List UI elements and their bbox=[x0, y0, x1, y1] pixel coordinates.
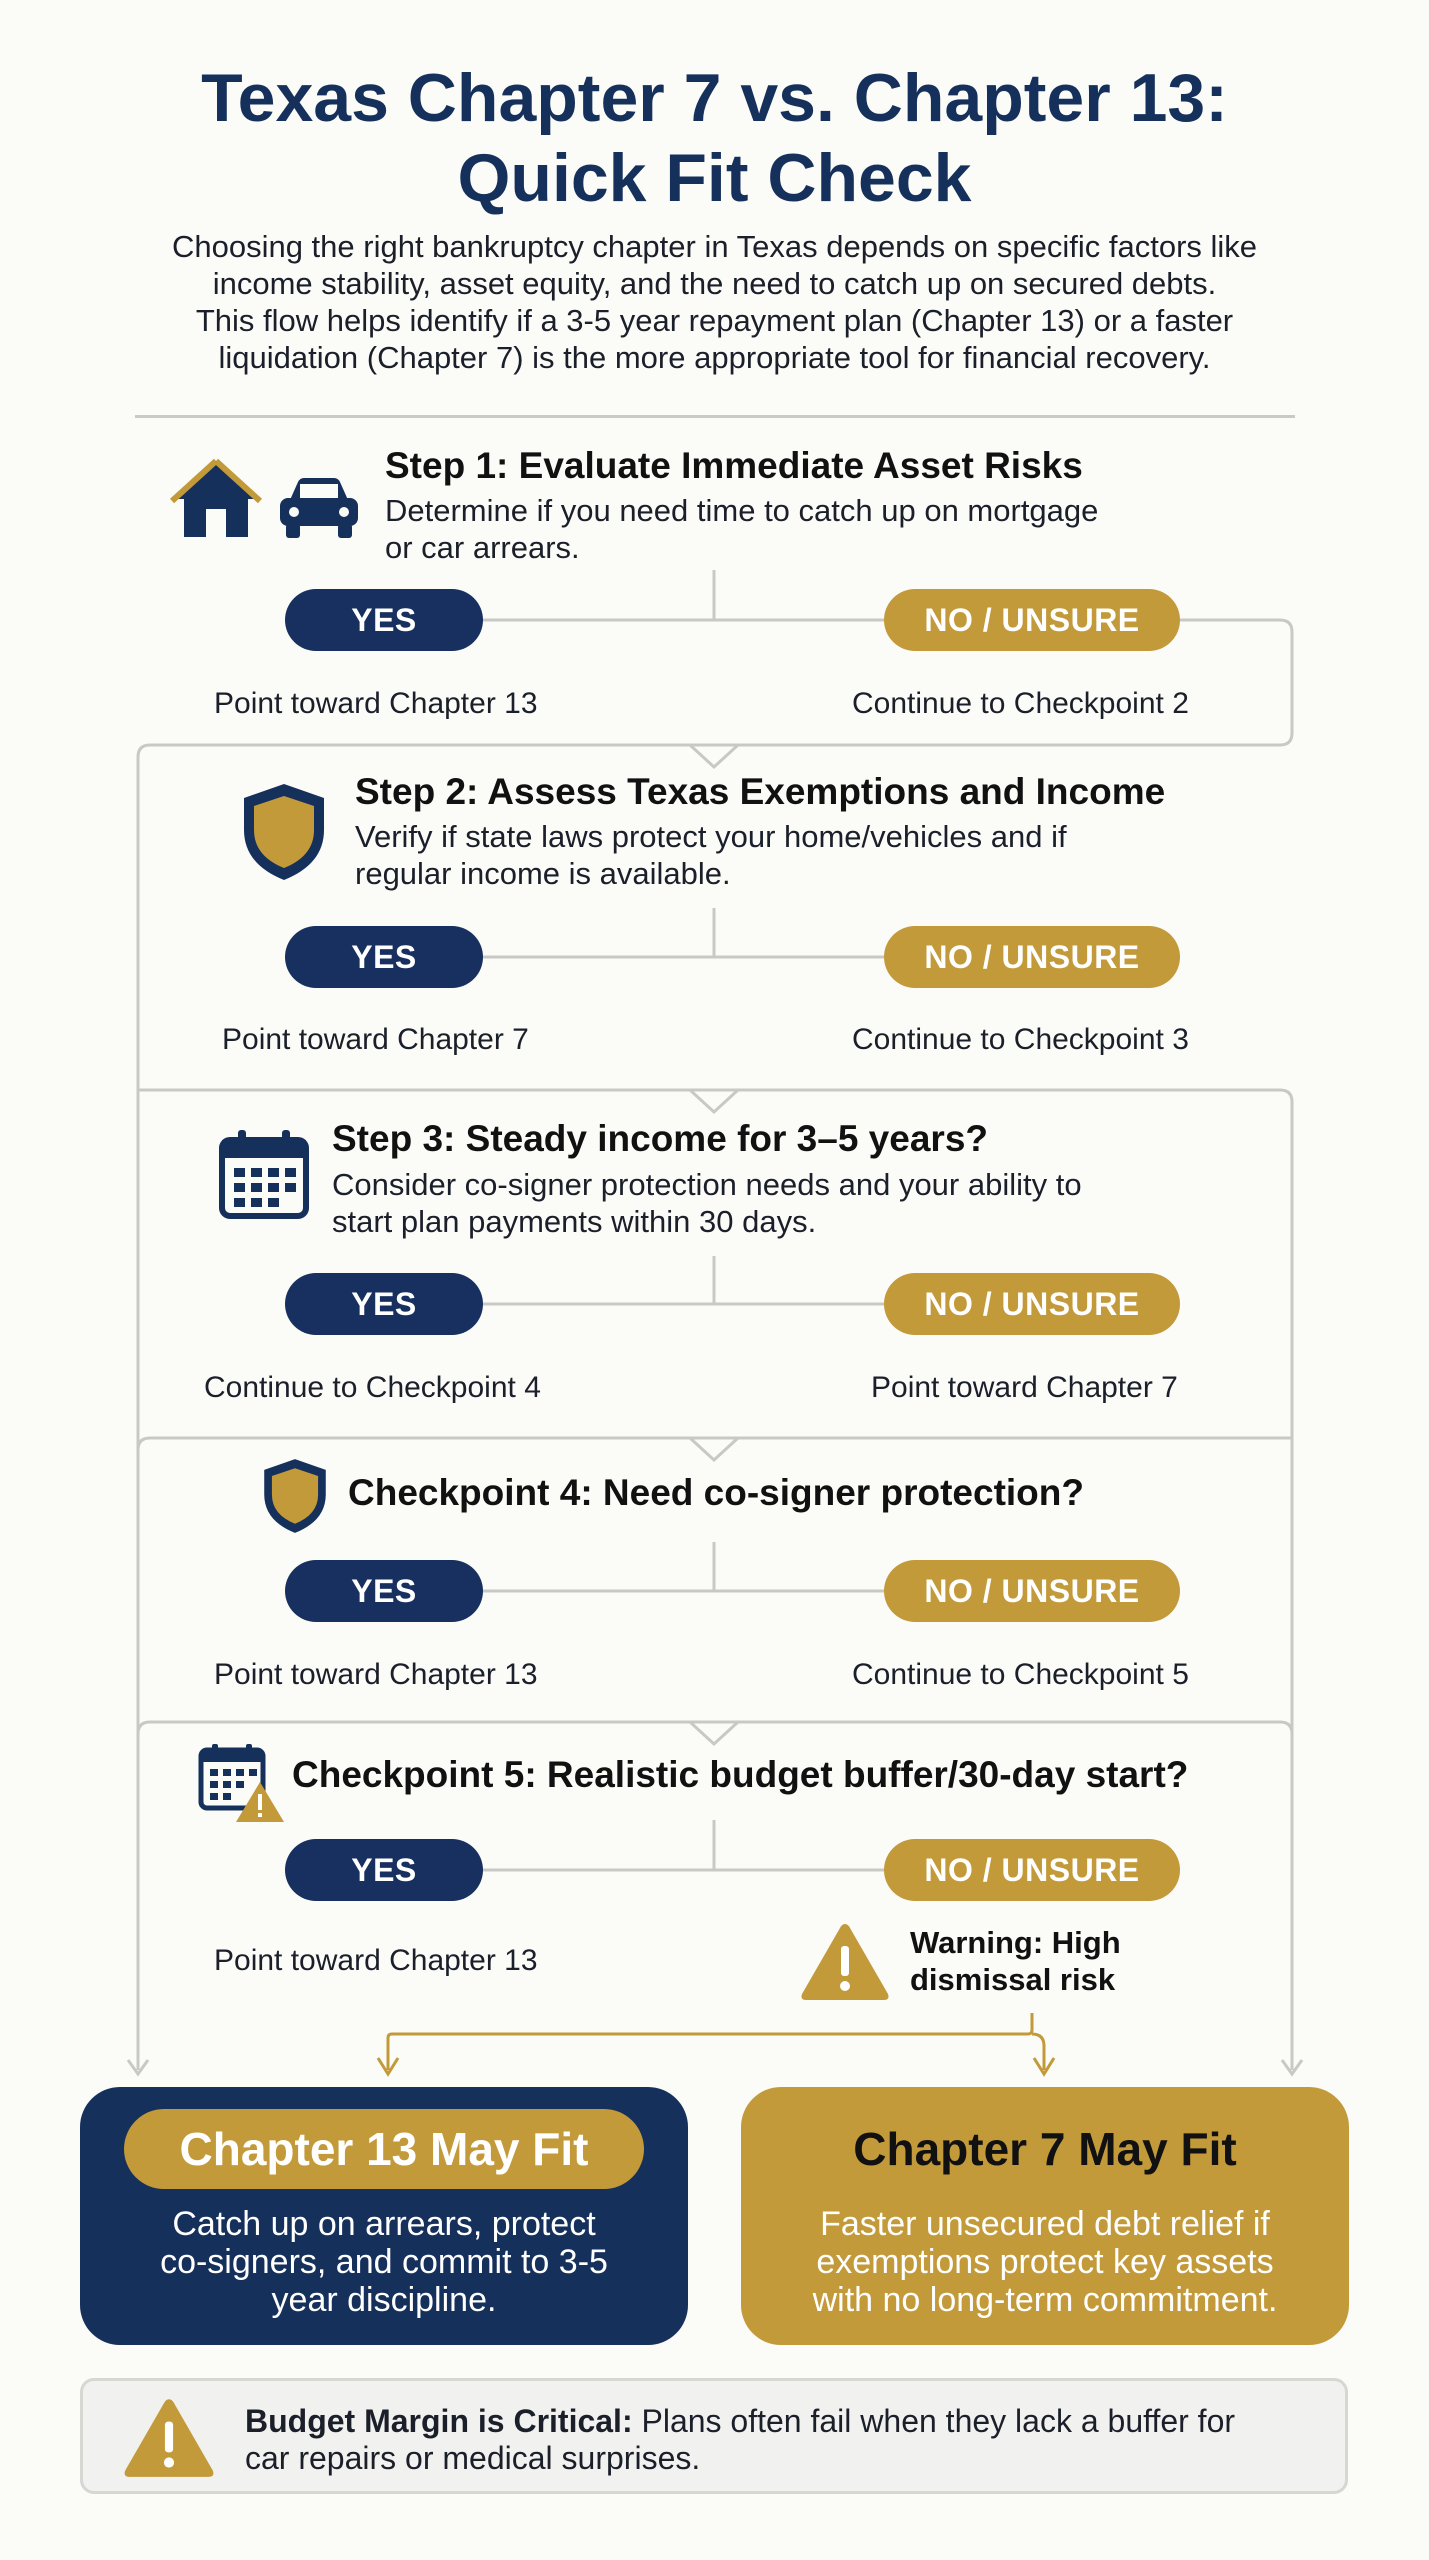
step-2-no-outcome: Continue to Checkpoint 3 bbox=[852, 1023, 1189, 1056]
chapter-13-description: Catch up on arrears, protect co-signers, and commit to 3-5 year discipline. bbox=[160, 2205, 608, 2319]
shield-icon bbox=[260, 1456, 330, 1541]
house-icon bbox=[168, 455, 264, 546]
checkpoint-5-yes-button[interactable]: YES bbox=[285, 1839, 483, 1901]
step-1-description: Determine if you need time to catch up on mortgage or car arrears. bbox=[385, 493, 1099, 565]
step-1-no-outcome: Continue to Checkpoint 2 bbox=[852, 687, 1189, 720]
title-line-2: Quick Fit Check bbox=[457, 140, 972, 216]
step-3-title: Step 3: Steady income for 3–5 years? bbox=[332, 1118, 988, 1159]
chapter-7-result-card bbox=[741, 2087, 1349, 2345]
note-heading: Budget Margin is Critical: bbox=[245, 2403, 633, 2439]
checkpoint-5-title: Checkpoint 5: Realistic budget buffer/30-day start? bbox=[292, 1754, 1189, 1795]
checkpoint-4-title: Checkpoint 4: Need co-signer protection? bbox=[348, 1472, 1084, 1513]
step-2-no-unsure-button[interactable]: NO / UNSURE bbox=[884, 926, 1180, 988]
warning-icon bbox=[798, 1920, 892, 2007]
chapter-13-title: Chapter 13 May Fit bbox=[124, 2109, 644, 2189]
step-2-description: Verify if state laws protect your home/vehicles and if regular income is available. bbox=[355, 819, 1067, 891]
note-line-2: car repairs or medical surprises. bbox=[245, 2440, 701, 2476]
step-1-title: Step 1: Evaluate Immediate Asset Risks bbox=[385, 445, 1083, 486]
checkpoint-5-yes-outcome: Point toward Chapter 13 bbox=[214, 1944, 538, 1977]
note-text bbox=[245, 2403, 1325, 2477]
chapter-7-title: Chapter 7 May Fit bbox=[853, 2123, 1237, 2175]
step-3-no-unsure-button[interactable]: NO / UNSURE bbox=[884, 1273, 1180, 1335]
step-3-description: Consider co-signer protection needs and your ability to start plan payments within 30 days. bbox=[332, 1167, 1082, 1239]
checkpoint-4-yes-outcome: Point toward Chapter 13 bbox=[214, 1658, 538, 1691]
calendar-warning-icon bbox=[198, 1742, 286, 1829]
checkpoint-4-no-outcome: Continue to Checkpoint 5 bbox=[852, 1658, 1189, 1691]
step-2-yes-outcome: Point toward Chapter 7 bbox=[222, 1023, 529, 1056]
step-2-title: Step 2: Assess Texas Exemptions and Income bbox=[355, 771, 1166, 812]
intro-line: This flow helps identify if a 3-5 year repayment plan (Chapter 13) or a faster bbox=[195, 303, 1234, 338]
warning-icon bbox=[121, 2395, 217, 2484]
step-3-yes-button[interactable]: YES bbox=[285, 1273, 483, 1335]
checkpoint-5-no-unsure-button[interactable]: NO / UNSURE bbox=[884, 1839, 1180, 1901]
car-icon bbox=[276, 474, 362, 545]
dismissal-risk-warning: Warning: High dismissal risk bbox=[910, 1925, 1121, 1997]
intro-line: income stability, asset equity, and the need to catch up on secured debts. bbox=[212, 266, 1217, 301]
checkpoint-4-no-unsure-button[interactable]: NO / UNSURE bbox=[884, 1560, 1180, 1622]
budget-margin-note bbox=[80, 2378, 1348, 2494]
intro-line: Choosing the right bankruptcy chapter in Texas depends on specific factors like bbox=[171, 229, 1258, 264]
step-3-yes-outcome: Continue to Checkpoint 4 bbox=[204, 1371, 541, 1404]
step-1-no-unsure-button[interactable]: NO / UNSURE bbox=[884, 589, 1180, 651]
chapter-13-result-card bbox=[80, 2087, 688, 2345]
checkpoint-4-yes-button[interactable]: YES bbox=[285, 1560, 483, 1622]
intro-line: liquidation (Chapter 7) is the more appropriate tool for financial recovery. bbox=[218, 340, 1211, 375]
step-1-yes-button[interactable]: YES bbox=[285, 589, 483, 651]
step-3-no-outcome: Point toward Chapter 7 bbox=[871, 1371, 1178, 1404]
shield-icon bbox=[240, 780, 328, 889]
chapter-7-description: Faster unsecured debt relief if exemptions protect key assets with no long-term commitment. bbox=[812, 2205, 1278, 2319]
step-1-yes-outcome: Point toward Chapter 13 bbox=[214, 687, 538, 720]
step-2-yes-button[interactable]: YES bbox=[285, 926, 483, 988]
title-line-1: Texas Chapter 7 vs. Chapter 13: bbox=[201, 60, 1228, 136]
note-line-1: Plans often fail when they lack a buffer for bbox=[632, 2403, 1236, 2439]
calendar-icon bbox=[218, 1128, 310, 1225]
